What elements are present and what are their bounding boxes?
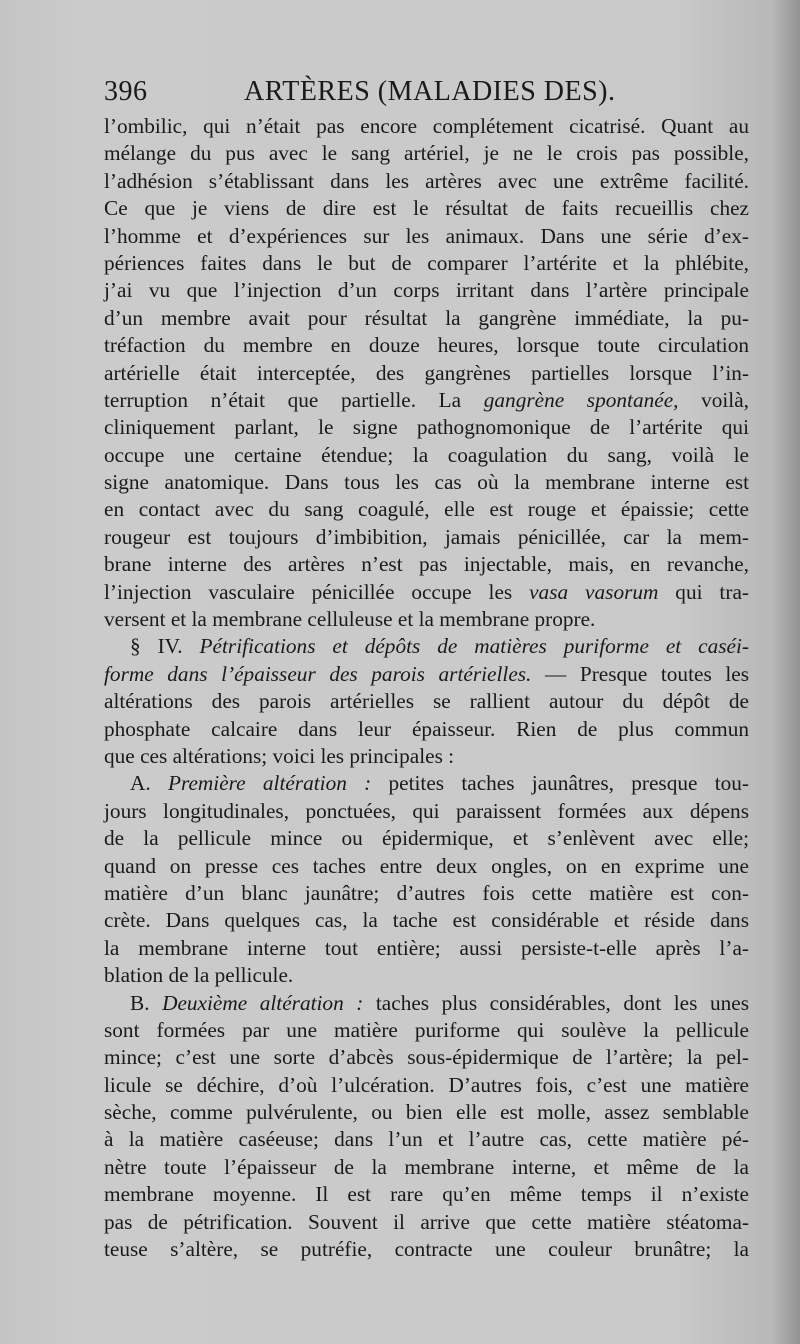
text-line: licule se déchire, d’où l’ulcération. D’autres fois, c’est une matière	[104, 1072, 749, 1097]
text-line: tréfaction du membre en douze heures, lorsque toute circulation	[104, 333, 749, 358]
text-line: altérations des parois artérielles se rallient autour du dépôt de	[104, 689, 749, 714]
item-heading-line: A. Première altération : petites taches jaunâtres, presque tou-	[130, 771, 750, 796]
running-head: ARTÈRES (MALADIES DES).	[244, 76, 616, 107]
text-line: cliniquement parlant, le signe pathognomonique de l’artérite qui	[104, 415, 749, 440]
text-line: terruption n’était que partielle. La gangrène spontanée, voilà,	[104, 387, 750, 412]
text-line: artérielle était interceptée, des gangrènes partielles lorsque l’in-	[104, 360, 749, 385]
text-line: la membrane interne tout entière; aussi persiste-t-elle après l’a-	[104, 935, 749, 960]
section-heading-line: forme dans l’épaisseur des parois artérielles. — Presque toutes les	[104, 661, 749, 686]
text-line: l’adhésion s’établissant dans les artères avec une extrême facilité.	[104, 168, 749, 193]
text-line: versent et la membrane celluleuse et la membrane propre.	[104, 607, 596, 632]
text-line: brane interne des artères n’est pas injectable, mais, en revanche,	[104, 552, 749, 577]
text-line: crète. Dans quelques cas, la tache est considérable et réside dans	[104, 908, 749, 933]
text-line: sont formées par une matière puriforme qui soulève la pellicule	[104, 1017, 749, 1042]
text-line: à la matière caséeuse; dans l’un et l’autre cas, cette matière pé-	[104, 1127, 749, 1152]
text-line: pas de pétrification. Souvent il arrive que cette matière stéatoma-	[104, 1209, 749, 1234]
text-line: l’ombilic, qui n’était pas encore complétement cicatrisé. Quant au	[104, 114, 749, 138]
item-heading-line: B. Deuxième altération : taches plus considérables, dont les unes	[130, 990, 749, 1015]
text-line: l’homme et d’expériences sur les animaux. Dans une série d’ex-	[104, 223, 749, 248]
text-line: matière d’un blanc jaunâtre; d’autres fois cette matière est con-	[104, 880, 749, 905]
text-line: Ce que je viens de dire est le résultat de faits recueillis chez	[104, 196, 749, 221]
page-header	[104, 76, 624, 116]
text-line: membrane moyenne. Il est rare qu’en même temps il n’existe	[104, 1182, 749, 1207]
italic-term: vasa vasorum	[529, 579, 659, 604]
text-line: teuse s’altère, se putréfie, contracte une couleur brunâtre; la	[104, 1237, 749, 1262]
text-line: jours longitudinales, ponctuées, qui paraissent formées aux dépens	[104, 798, 749, 823]
page-number: 396	[104, 76, 148, 107]
text-line: l’injection vasculaire pénicillée occupe les vasa vasorum qui tra-	[104, 579, 749, 604]
text-line: j’ai vu que l’injection d’un corps irritant dans l’artère principale	[104, 278, 749, 303]
section-heading-line: § IV. Pétrifications et dépôts de matières puriforme et caséi-	[130, 634, 749, 659]
text-line: de la pellicule mince ou épidermique, et s’enlèvent avec elle;	[104, 826, 749, 851]
item-title: Deuxième altération :	[162, 990, 364, 1015]
text-line: rougeur est toujours d’imbibition, jamais pénicillée, car la mem-	[104, 524, 749, 549]
text-line: phosphate calcaire dans leur épaisseur. Rien de plus commun	[104, 716, 749, 741]
text-line: d’un membre avait pour résultat la gangrène immédiate, la pu-	[104, 305, 749, 330]
text-line: nètre toute l’épaisseur de la membrane interne, et même de la	[104, 1154, 749, 1179]
text-line: en contact avec du sang coagulé, elle est rouge et épaissie; cette	[104, 497, 749, 522]
section-title: Pétrifications et dépôts de matières puriforme et caséi-	[199, 634, 749, 659]
text-line: signe anatomique. Dans tous les cas où la membrane interne est	[104, 470, 749, 495]
item-title: Première altération :	[167, 771, 372, 796]
section-title: forme dans l’épaisseur des parois artérielles.	[104, 661, 532, 686]
text-line: que ces altérations; voici les principales :	[104, 743, 455, 768]
text-line: mince; c’est une sorte d’abcès sous-épidermique de l’artère; la pel-	[104, 1045, 749, 1070]
text-line: occupe une certaine étendue; la coagulation du sang, voilà le	[104, 442, 749, 467]
text-line: mélange du pus avec le sang artériel, je ne le crois pas possible,	[104, 141, 749, 166]
text-line: blation de la pellicule.	[104, 963, 294, 988]
text-line: sèche, comme pulvérulente, ou bien elle est molle, assez semblable	[104, 1100, 749, 1125]
body-text	[104, 113, 749, 1263]
text-line: périences faites dans le but de comparer l’artérite et la phlébite,	[104, 250, 749, 275]
italic-term: gangrène spontanée,	[483, 387, 679, 412]
text-line: quand on presse ces taches entre deux ongles, on en exprime une	[104, 853, 749, 878]
